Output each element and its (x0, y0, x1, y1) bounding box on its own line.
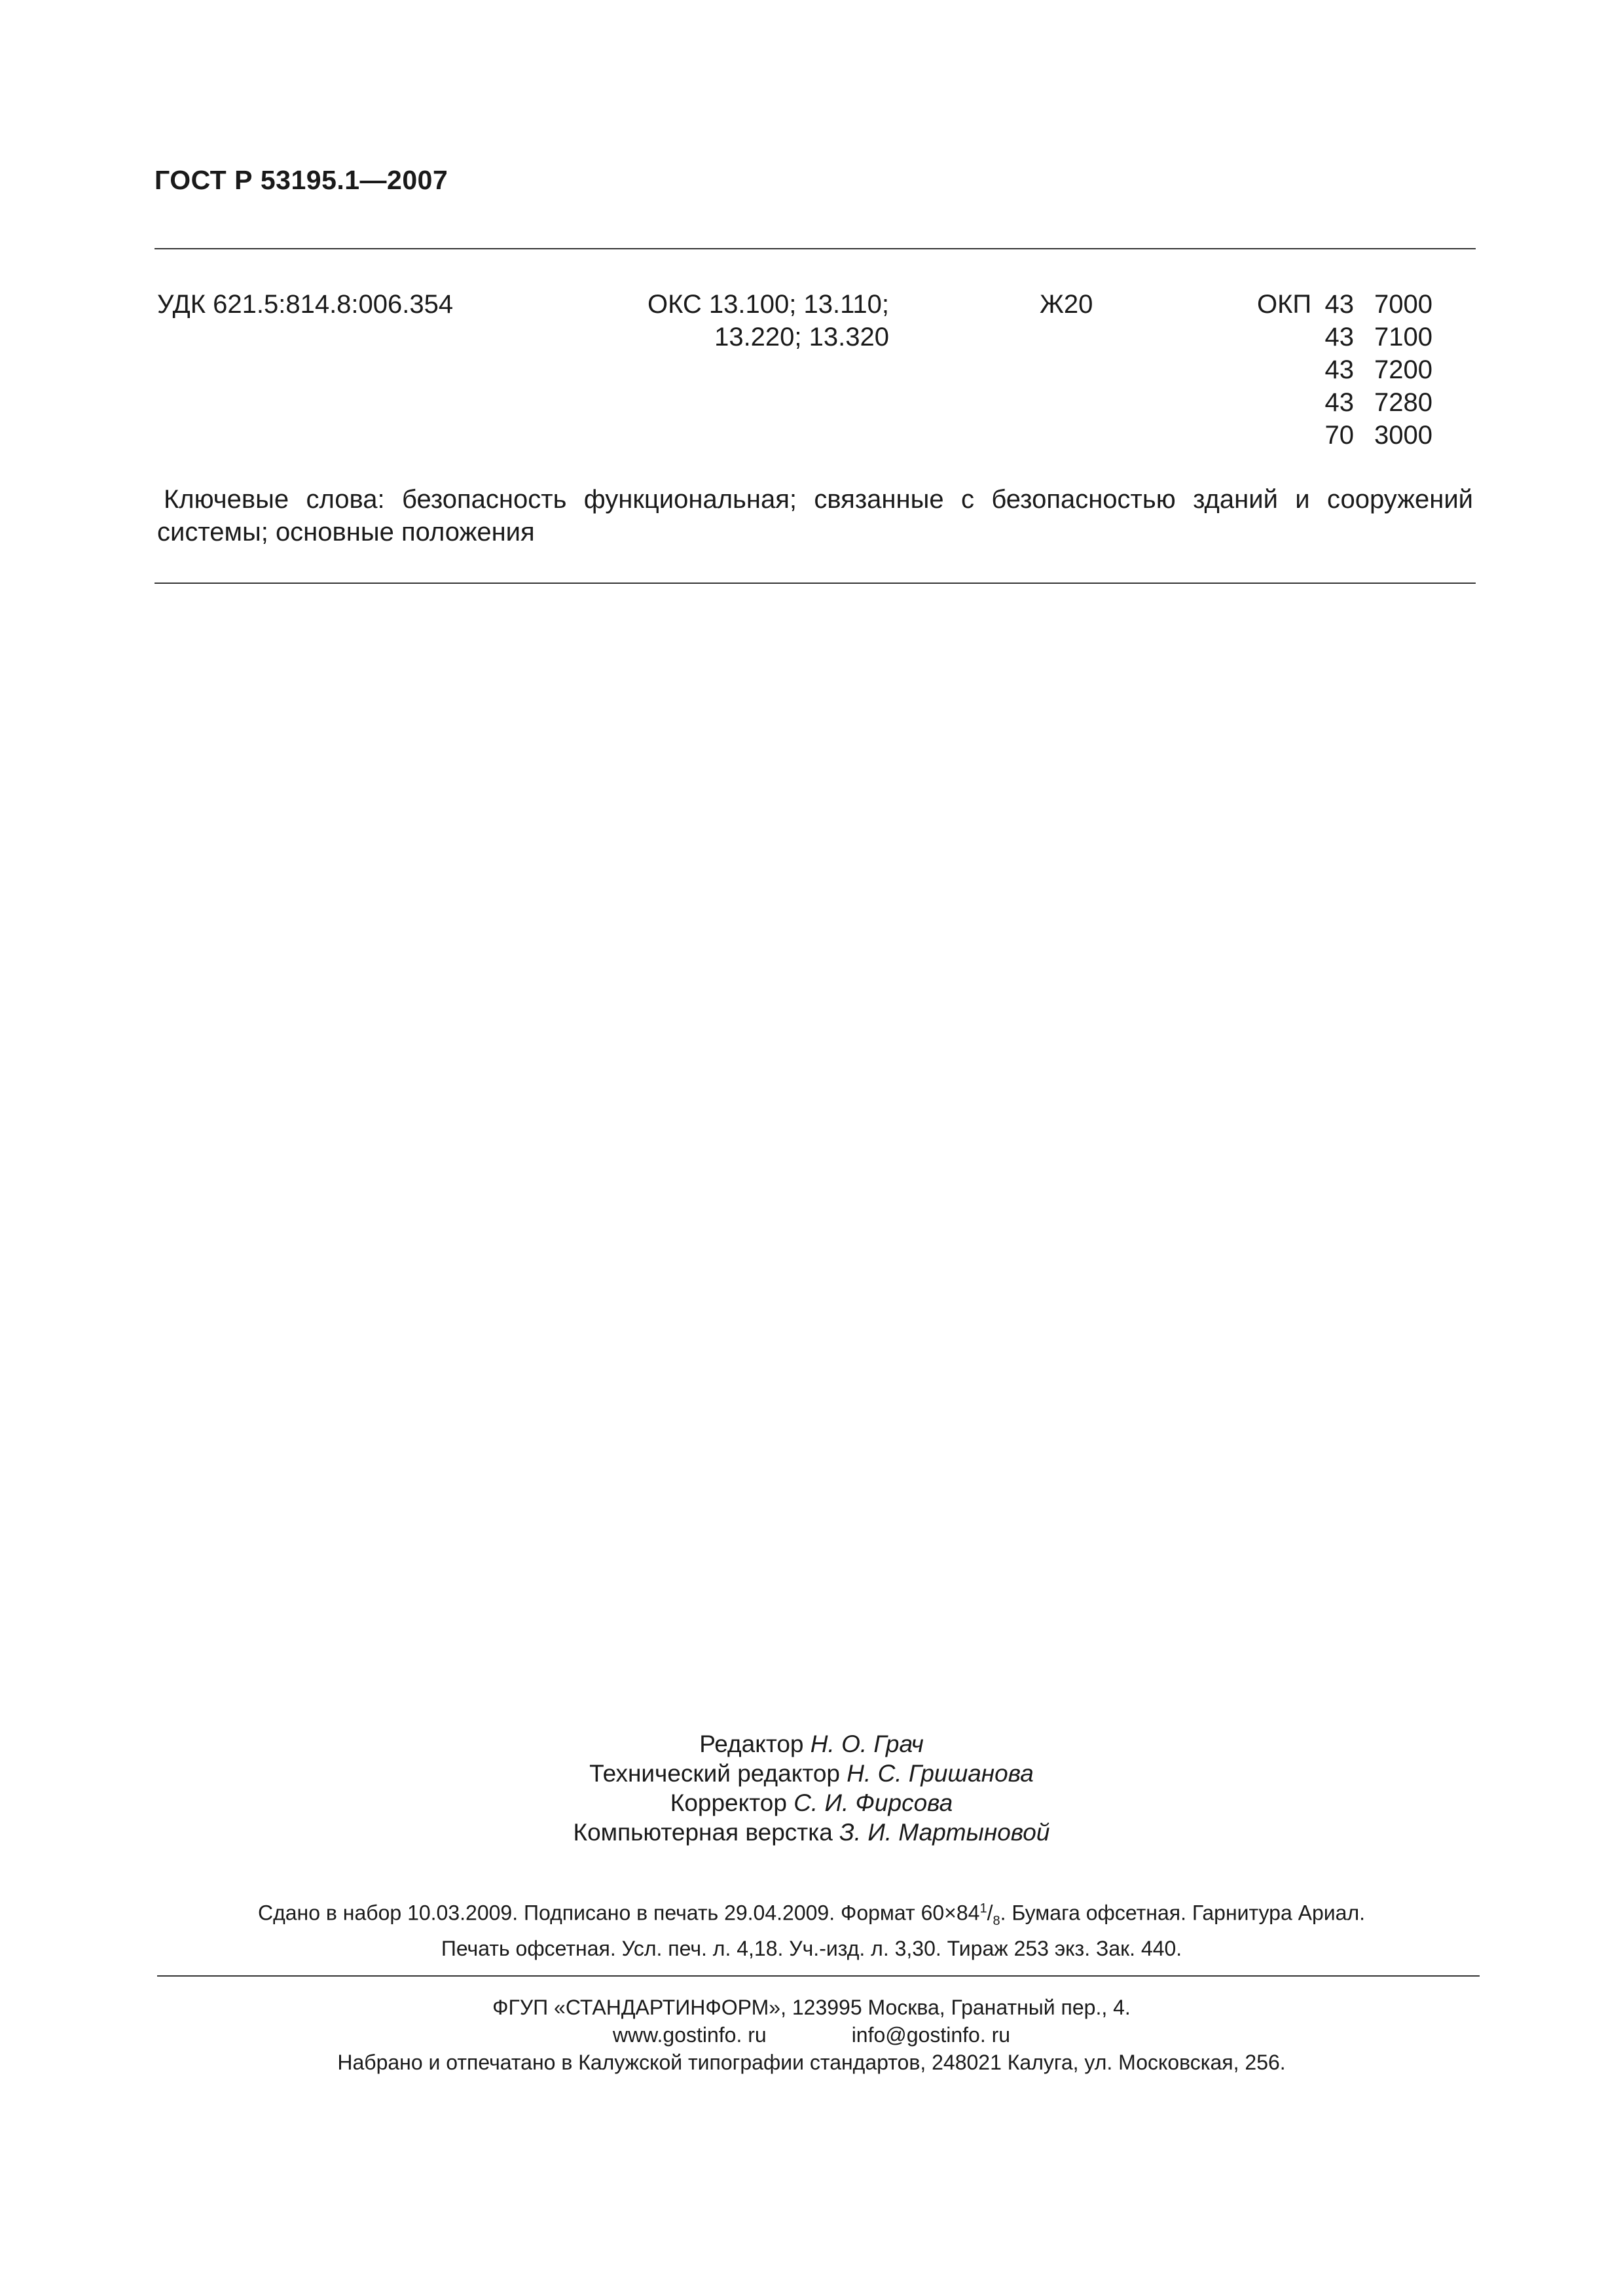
okp-row: 43 7200 (1324, 355, 1432, 384)
oks-line: 13.220; 13.320 (714, 323, 889, 351)
publisher-website[interactable]: www.gostinfo. ru (612, 2023, 767, 2047)
print-info-line: Сдано в набор 10.03.2009. Подписано в печать 29.04.2009. Формат $60\times 84^1/_8$. Бумага офсетная. Гарнитура Ариал. (257, 1901, 1366, 1929)
credit-line: Технический редактор Н. С. Гришанова (589, 1760, 1034, 1787)
publisher-info (0, 1994, 1623, 2076)
classification-code: Ж20 (1040, 290, 1093, 319)
okp-codes (1236, 288, 1432, 452)
okp-row: ОКП 43 7000 (1236, 288, 1432, 321)
oks-codes (627, 288, 889, 353)
credit-line: Редактор Н. О. Грач (699, 1731, 924, 1757)
print-info-line: Печать офсетная. Усл. печ. л. 4,18. Уч.-изд. л. 3,30. Тираж 253 экз. Зак. 440. (441, 1937, 1182, 1961)
publisher-email[interactable]: info@gostinfo. ru (851, 2023, 1011, 2047)
udk-code: УДК 621.5:814.8:006.354 (157, 290, 454, 319)
keywords-bottom-rule (155, 583, 1476, 584)
keywords-paragraph: Ключевые слова: безопасность функциональная; связанные с безопасностью зданий и сооружений системы; основные положения (157, 485, 1473, 547)
publisher-address: ФГУП «СТАНДАРТИНФОРМ», 123995 Москва, Гранатный пер., 4. (492, 1996, 1131, 2019)
credits-block (0, 1729, 1623, 1847)
printing-house: Набрано и отпечатано в Калужской типографии стандартов, 248021 Калуга, ул. Московская, 256. (337, 2051, 1286, 2074)
publisher-contacts (0, 2021, 1623, 2049)
okp-row: 43 7100 (1324, 323, 1432, 351)
oks-line: ОКС 13.100; 13.110; (647, 290, 889, 319)
okp-row: 43 7280 (1324, 388, 1432, 417)
document-header-title: ГОСТ Р 53195.1—2007 (155, 165, 448, 195)
top-rule (155, 248, 1476, 249)
okp-row: 70 3000 (1324, 421, 1432, 450)
footer-rule (157, 1975, 1480, 1977)
credit-line: Корректор С. И. Фирсова (670, 1789, 953, 1816)
print-info (0, 1895, 1623, 1962)
credit-line: Компьютерная верстка З. И. Мартыновой (573, 1819, 1050, 1846)
okp-label: ОКП (1257, 290, 1312, 319)
